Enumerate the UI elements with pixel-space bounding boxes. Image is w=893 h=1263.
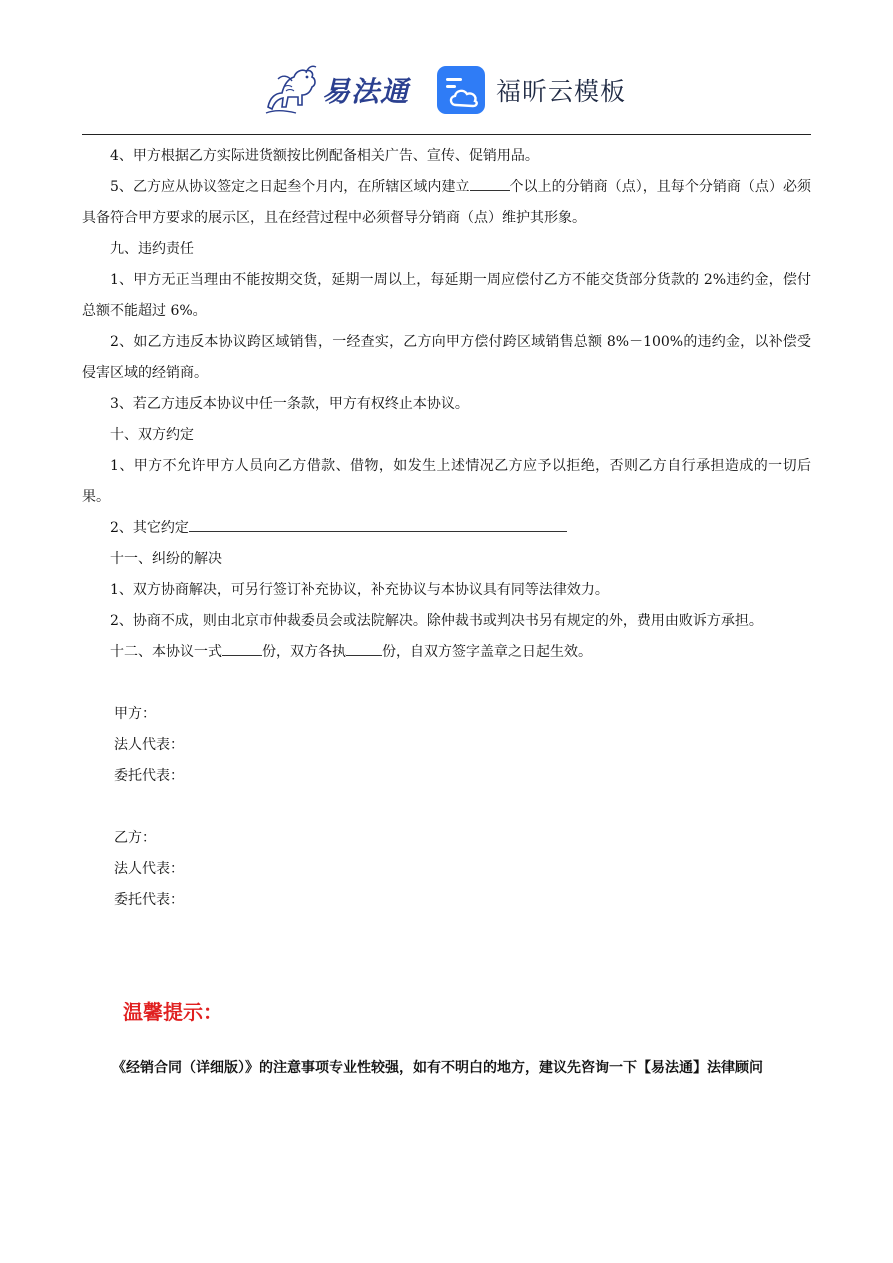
tip-body: 《经销合同（详细版）》的注意事项专业性较强，如有不明白的地方，建议先咨询一下【易法通】法律顾问 (112, 1060, 763, 1076)
foxit-cloud-template-logo (436, 64, 626, 116)
cloud-document-icon (436, 65, 486, 115)
clause-item: 2、如乙方违反本协议跨区域销售，一经查实，乙方向甲方偿付跨区域销售总额 8%－100%的违约金，以补偿受侵害区域的经销商。 (82, 334, 811, 381)
clause-item: 2、协商不成，则由北京市仲裁委员会或法院解决。除仲裁书或判决书另有规定的外，费用由败诉方承担。 (110, 613, 763, 629)
clause-text: 份，自双方签字盖章之日起生效。 (382, 644, 592, 660)
section-heading: 十一、纠纷的解决 (110, 551, 222, 567)
blank-line (82, 668, 811, 699)
blank-line (82, 792, 811, 823)
clause-text: 份，双方各执 (262, 644, 346, 660)
qilin-mascot-icon (262, 63, 320, 117)
fill-blank (189, 513, 567, 532)
page-header (0, 0, 893, 136)
clause-item: 4、甲方根据乙方实际进货额按比例配备相关广告、宣传、促销用品。 (110, 148, 539, 164)
contract-body (82, 141, 811, 916)
section-heading: 十、双方约定 (110, 427, 194, 443)
fill-blank (470, 172, 510, 191)
party-a-label: 甲方： (114, 706, 156, 722)
yifatong-logo (262, 62, 409, 118)
clause-text: 5、乙方应从协议签定之日起叁个月内，在所辖区域内建立 (110, 179, 470, 195)
clause-text: 个以上的分销商（点），且每个分销商（点）必须具备符合甲方要求的展示区，且在经营过程中必须督导分销商（点）维护其形象。 (82, 179, 812, 226)
foxit-cloud-template-text: 福昕云模板 (496, 77, 627, 106)
clause-item (82, 513, 811, 544)
header-divider (82, 134, 811, 135)
clause-item: 3、若乙方违反本协议中任一条款，甲方有权终止本协议。 (110, 396, 469, 412)
clause-item (82, 172, 811, 234)
clause-item: 1、双方协商解决，可另行签订补充协议，补充协议与本协议具有同等法律效力。 (110, 582, 609, 598)
clause-text: 2、其它约定 (110, 520, 189, 536)
clause-text: 十二、本协议一式 (110, 644, 222, 660)
party-b-legal-rep: 法人代表： (114, 861, 184, 877)
party-a-legal-rep: 法人代表： (114, 737, 184, 753)
party-a-agent: 委托代表： (114, 768, 184, 784)
fill-blank (346, 637, 382, 656)
party-b-label: 乙方： (114, 830, 156, 846)
party-b-agent: 委托代表： (114, 892, 184, 908)
section-heading: 九、违约责任 (110, 241, 194, 257)
yifatong-logo-text: 易法通 (322, 75, 410, 108)
clause-item: 1、甲方无正当理由不能按期交货，延期一周以上，每延期一周应偿付乙方不能交货部分货款的 2%违约金，偿付总额不能超过 6%。 (82, 272, 811, 319)
tip-title: 温馨提示： (123, 1000, 223, 1024)
clause-item: 1、甲方不允许甲方人员向乙方借款、借物，如发生上述情况乙方应予以拒绝，否则乙方自行承担造成的一切后果。 (82, 458, 811, 505)
fill-blank (222, 637, 262, 656)
clause-item (82, 637, 811, 668)
